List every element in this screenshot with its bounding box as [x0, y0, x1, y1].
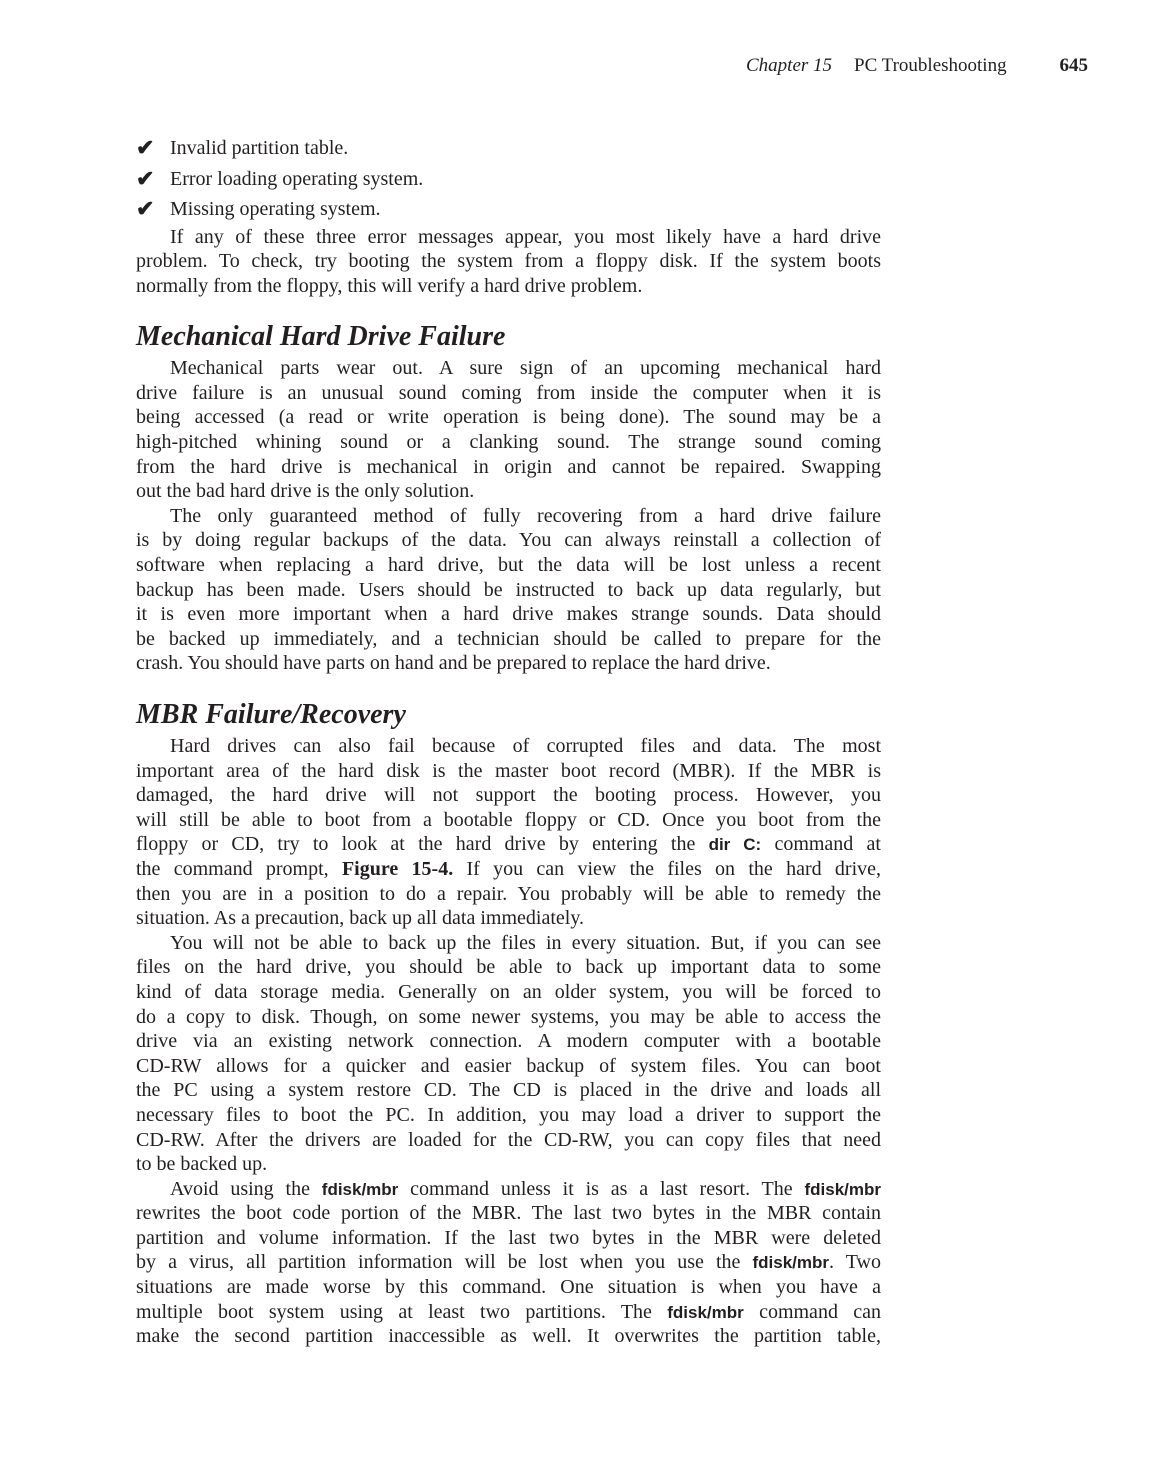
figure-reference: Figure 15-4.: [341, 857, 454, 880]
text-run: command unless it is as a last resort. The: [398, 1177, 805, 1200]
check-mark-icon: ✔: [136, 196, 155, 221]
command-fdisk-mbr: fdisk/mbr: [667, 1302, 744, 1322]
section-heading-mechanical: Mechanical Hard Drive Failure: [136, 321, 506, 353]
text-run: . Two: [829, 1251, 882, 1274]
text-line: will still be able to boot from a bootable floppy or CD. Once you boot from the: [136, 808, 881, 831]
text-line: from the hard drive is mechanical in origin and cannot be repaired. Swapping: [136, 455, 881, 478]
mechanical-paragraph-2: [136, 504, 881, 676]
text-run: If you can view the files on the hard drive,: [453, 857, 881, 880]
text-line: then you are in a position to do a repair. You probably will be able to remedy the: [136, 882, 881, 905]
text-run: by a virus, all partition information will be lost when you use the: [136, 1251, 753, 1274]
text-line: You will not be able to back up the files in every situation. But, if you can see: [170, 931, 881, 954]
text-line: [136, 1177, 881, 1202]
text-line: do a copy to disk. Though, on some newer systems, you may be able to access the: [136, 1005, 881, 1028]
text-line: drive failure is an unusual sound coming from inside the computer when it is: [136, 381, 881, 404]
mbr-paragraph-2: [136, 931, 881, 1177]
text-line: [136, 1250, 881, 1275]
chapter-title: PC Troubleshooting: [854, 55, 1007, 76]
text-run: multiple boot system using at least two partitions. The: [136, 1300, 668, 1323]
list-item-text: Missing operating system.: [170, 198, 381, 220]
text-line: Hard drives can also fail because of corrupted files and data. The most: [170, 735, 881, 757]
text-line: CD-RW. After the drivers are loaded for the CD-RW, you can copy files that need: [136, 1128, 881, 1151]
error-message-list: [136, 133, 881, 225]
list-item: [136, 133, 881, 164]
text-line: the PC using a system restore CD. The CD is placed in the drive and loads all: [136, 1079, 881, 1102]
text-line: The only guaranteed method of fully recovering from a hard drive failure: [170, 504, 881, 527]
text-line: files on the hard drive, you should be able to back up important data to some: [136, 956, 881, 979]
chapter-label: Chapter 15: [746, 55, 833, 76]
text-run: floppy or CD, try to look at the hard drive by entering the: [136, 833, 709, 856]
text-run: command at: [761, 833, 881, 856]
command-fdisk-mbr: fdisk/mbr: [752, 1253, 830, 1273]
list-item: [136, 194, 881, 225]
text-line: to be backed up.: [136, 1153, 268, 1176]
command-fdisk-mbr: fdisk/mbr: [321, 1179, 399, 1199]
text-line: important area of the hard disk is the master boot record (MBR). If the MBR is: [136, 759, 881, 782]
check-mark-icon: ✔: [136, 135, 155, 160]
text-run: command can: [743, 1300, 881, 1323]
text-line: Mechanical parts wear out. A sure sign of an upcoming mechanical hard: [170, 357, 881, 380]
text-line: CD-RW allows for a quicker and easier backup of system files. You can boot: [136, 1054, 881, 1077]
page-body: [136, 133, 881, 1349]
text-line: software when replacing a hard drive, but the data will be lost unless a recent: [136, 554, 881, 577]
text-line: high-pitched whining sound or a clanking sound. The strange sound coming: [136, 431, 881, 454]
text-line: problem. To check, try booting the system from a floppy disk. If the system boots: [136, 250, 881, 273]
text-line: If any of these three error messages appear, you most likely have a hard drive: [170, 225, 881, 248]
command-dir-c: dir C:: [708, 835, 762, 855]
text-line: is by doing regular backups of the data. You can always reinstall a collection of: [136, 529, 881, 552]
text-line: it is even more important when a hard drive makes strange sounds. Data should: [136, 603, 881, 626]
text-line: situations are made worse by this command. One situation is when you have a: [136, 1276, 881, 1299]
intro-paragraph: [136, 225, 881, 299]
list-item-text: Error loading operating system.: [170, 167, 424, 190]
section-heading-mbr: MBR Failure/Recovery: [136, 699, 406, 730]
text-line: partition and volume information. If the last two bytes in the MBR were deleted: [136, 1226, 881, 1249]
text-line: damaged, the hard drive will not support the booting process. However, you: [136, 784, 881, 807]
mbr-paragraph-3: [136, 1177, 881, 1349]
text-line: necessary files to boot the PC. In addition, you may load a driver to support the: [136, 1103, 881, 1126]
text-line: normally from the floppy, this will verify a hard drive problem.: [136, 274, 643, 297]
text-line: drive via an existing network connection. A modern computer with a bootable: [136, 1030, 881, 1053]
text-line: [136, 857, 881, 882]
list-item: [136, 164, 881, 195]
text-line: out the bad hard drive is the only solution.: [136, 480, 475, 503]
text-line: rewrites the boot code portion of the MBR. The last two bytes in the MBR contain: [136, 1202, 881, 1225]
text-line: be backed up immediately, and a technician should be called to prepare for the: [136, 627, 881, 650]
mbr-paragraph-1: [136, 734, 881, 931]
text-line: make the second partition inaccessible as well. It overwrites the partition table,: [136, 1325, 881, 1348]
text-run: Avoid using the: [170, 1177, 322, 1200]
text-line: being accessed (a read or write operation is being done). The sound may be a: [136, 406, 881, 429]
command-fdisk-mbr: fdisk/mbr: [804, 1179, 882, 1199]
text-line: [136, 1300, 881, 1325]
running-header: [0, 52, 1088, 80]
check-mark-icon: ✔: [136, 165, 155, 191]
text-line: situation. As a precaution, back up all data immediately.: [136, 907, 585, 930]
list-item-text: Invalid partition table.: [170, 137, 349, 159]
text-run: the command prompt,: [136, 857, 342, 880]
text-line: kind of data storage media. Generally on an older system, you will be forced to: [136, 980, 881, 1003]
page-number: 645: [1059, 55, 1088, 76]
text-line: [136, 832, 881, 857]
text-line: crash. You should have parts on hand and be prepared to replace the hard drive.: [136, 652, 771, 675]
mechanical-paragraph-1: [136, 356, 881, 504]
text-line: backup has been made. Users should be instructed to back up data regularly, but: [136, 578, 881, 601]
